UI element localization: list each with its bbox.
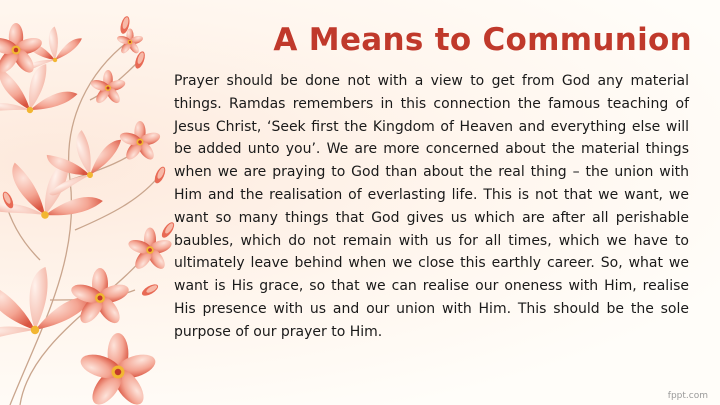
watermark: fppt.com — [667, 391, 708, 401]
slide-body-text: Prayer should be done not with a view to get from God any material things. Ramdas remembers in this connection the famous teaching of Jesus Christ, ‘Seek first the Kingdom of Heaven and everything else will be added unto you’. We are more concerned about the material things when we are praying to God than about the real thing – the union with Him and the realisation of everlasting life. This is not that we want, we want so many things that God gives us which are after all perishable baubles, which do not remain with us for all times, which we have to ultimately leave behind when we close this earthly career. So, what we want is His grace, so that we can realise our oneness with Him, realise His presence with us and our union with Him. This should be the sole purpose of our prayer to Him. — [174, 73, 689, 340]
slide-title: A Means to Communion — [273, 22, 692, 58]
